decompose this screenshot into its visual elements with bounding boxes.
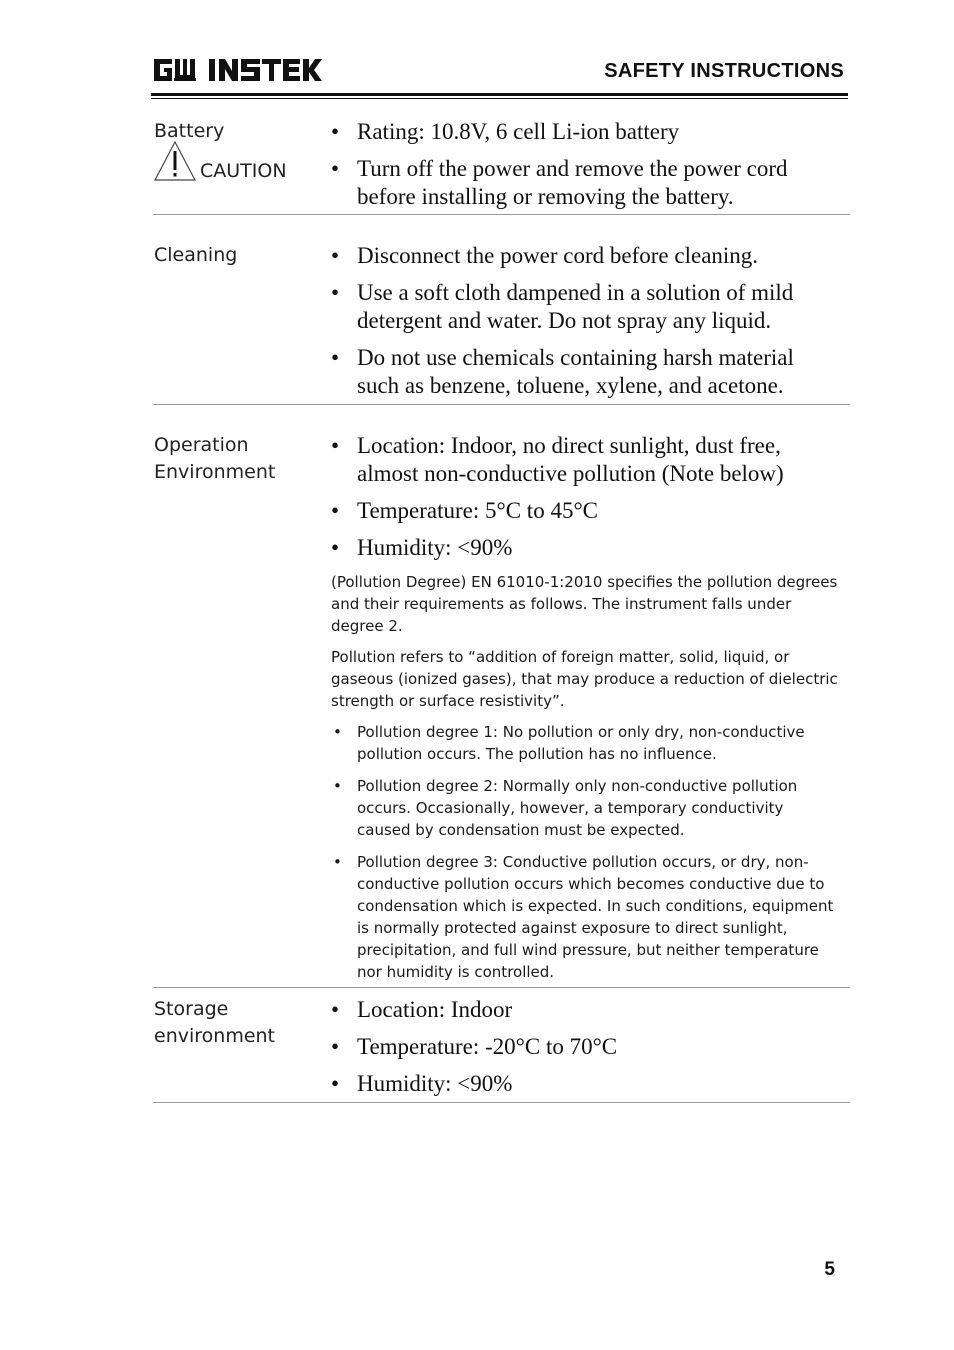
battery-list bbox=[331, 118, 841, 211]
list-item: • Humidity: <90% bbox=[331, 1070, 841, 1098]
cleaning-list bbox=[331, 242, 841, 400]
page-title: SAFETY INSTRUCTIONS bbox=[604, 60, 844, 82]
pollution-degree-list bbox=[331, 721, 841, 983]
list-item: • Temperature: 5°C to 45°C bbox=[331, 497, 841, 525]
header-divider-thin bbox=[151, 98, 848, 99]
list-item: • Humidity: <90% bbox=[331, 534, 841, 562]
cleaning-label: Cleaning bbox=[154, 244, 238, 266]
operation-section bbox=[153, 432, 850, 988]
warning-triangle-icon bbox=[153, 140, 197, 184]
brand-logo bbox=[152, 55, 324, 85]
gw-instek-logo-icon bbox=[152, 55, 324, 85]
list-item: • Temperature: -20°C to 70°C bbox=[331, 1033, 841, 1061]
storage-content bbox=[331, 996, 841, 1107]
cleaning-section bbox=[153, 242, 850, 405]
caution-label: CAUTION bbox=[200, 160, 287, 182]
list-item: • Pollution degree 1: No pollution or only dry, non-conductive pollution occurs. The pollution has no influence. bbox=[331, 721, 841, 765]
operation-content bbox=[331, 432, 841, 993]
list-item: • Location: Indoor, no direct sunlight, dust free, almost non-conductive pollution (Note below) bbox=[331, 432, 841, 488]
list-item: • Turn off the power and remove the power cord before installing or removing the battery. bbox=[331, 155, 841, 211]
storage-list bbox=[331, 996, 841, 1098]
caution-notice bbox=[153, 140, 313, 180]
list-item: • Use a soft cloth dampened in a solution of mild detergent and water. Do not spray any liquid. bbox=[331, 279, 841, 335]
list-item: • Do not use chemicals containing harsh material such as benzene, toluene, xylene, and acetone. bbox=[331, 344, 841, 400]
list-item: • Pollution degree 2: Normally only non-conductive pollution occurs. Occasionally, however, a temporary conductivity caused by condensation must be expected. bbox=[331, 775, 841, 841]
operation-list bbox=[331, 432, 841, 562]
operation-label: Operation Environment bbox=[154, 434, 276, 483]
list-item: • Disconnect the power cord before cleaning. bbox=[331, 242, 841, 270]
pollution-definition: Pollution refers to “addition of foreign matter, solid, liquid, or gaseous (ionized gases), that may produce a reduction of dielectric strength or surface resistivity”. bbox=[331, 648, 838, 710]
battery-section bbox=[153, 118, 850, 215]
battery-label: Battery bbox=[154, 120, 225, 142]
list-item: • Location: Indoor bbox=[331, 996, 841, 1024]
pollution-note: (Pollution Degree) EN 61010-1:2010 specifies the pollution degrees and their requirements as follows. The instrument falls under degree 2. bbox=[331, 573, 838, 635]
battery-content bbox=[331, 118, 841, 220]
cleaning-content bbox=[331, 242, 841, 409]
list-item: • Pollution degree 3: Conductive pollution occurs, or dry, non-conductive pollution occurs which becomes conductive due to condensation which is expected. In such conditions, equipment is normally protected against exposure to direct sunlight, precipitation, and full wind pressure, but neither temperature nor humidity is controlled. bbox=[331, 851, 841, 983]
storage-section bbox=[153, 996, 850, 1103]
page-number: 5 bbox=[824, 1259, 835, 1280]
storage-label: Storage environment bbox=[154, 998, 276, 1047]
header-divider bbox=[151, 93, 848, 96]
list-item: • Rating: 10.8V, 6 cell Li-ion battery bbox=[331, 118, 841, 146]
